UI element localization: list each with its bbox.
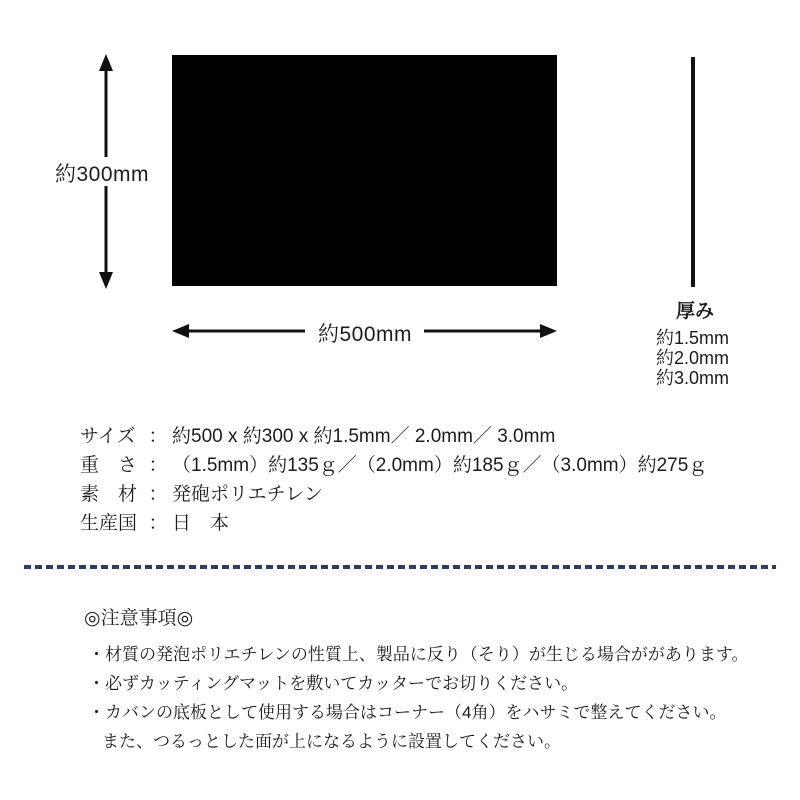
spec-label-size: サイズ bbox=[80, 426, 136, 447]
thickness-values bbox=[656, 328, 729, 388]
width-dimension-label: 約500mm bbox=[317, 323, 413, 346]
thickness-value-1: 約1.5mm bbox=[656, 328, 730, 348]
spec-value-size: 約500 x 約300 x 約1.5mm／ 2.0mm／ 3.0mm bbox=[172, 426, 556, 447]
spec-row-weight bbox=[80, 450, 707, 479]
spec-colon: ： bbox=[148, 513, 168, 534]
notes-list bbox=[88, 640, 749, 756]
spec-value-material: 発砲ポリエチレン bbox=[172, 484, 323, 505]
height-dimension-label: 約300mm bbox=[54, 163, 150, 186]
spec-colon: ： bbox=[148, 484, 168, 505]
spec-row-size bbox=[80, 421, 707, 450]
thickness-title: 厚み bbox=[675, 301, 714, 322]
spec-value-country: 日 本 bbox=[172, 513, 230, 534]
thickness-value-2: 約2.0mm bbox=[656, 348, 730, 368]
note-item-smooth-side: また、つるっとした面が上になるように設置してください。 bbox=[102, 732, 561, 751]
thickness-edge-line bbox=[691, 57, 695, 287]
spec-row-country bbox=[80, 508, 707, 537]
spec-colon: ： bbox=[148, 426, 168, 447]
spec-value-weight: （1.5mm）約135ｇ／（2.0mm）約185ｇ／（3.0mm）約275ｇ bbox=[172, 455, 708, 476]
note-item-bag-base: ・カバンの底板として使用する場合はコーナー（4角）をハサミで整えてください。 bbox=[88, 703, 727, 722]
spec-label-country: 生産国 bbox=[80, 513, 138, 534]
note-item-cutting: ・必ずカッティングマットを敷いてカッターでお切りください。 bbox=[88, 674, 579, 693]
spec-colon: ： bbox=[148, 455, 168, 476]
spec-label-material: 素 材 bbox=[80, 484, 138, 505]
spec-label-weight: 重 さ bbox=[80, 455, 138, 476]
spec-row-material bbox=[80, 479, 707, 508]
thickness-value-3: 約3.0mm bbox=[656, 368, 730, 388]
notes-heading: ◎注意事項◎ bbox=[84, 608, 194, 629]
note-item-warp: ・材質の発泡ポリエチレンの性質上、製品に反り（そり）が生じる場合ががあります。 bbox=[88, 645, 749, 664]
dashed-divider bbox=[24, 565, 776, 569]
spec-list bbox=[80, 421, 707, 537]
